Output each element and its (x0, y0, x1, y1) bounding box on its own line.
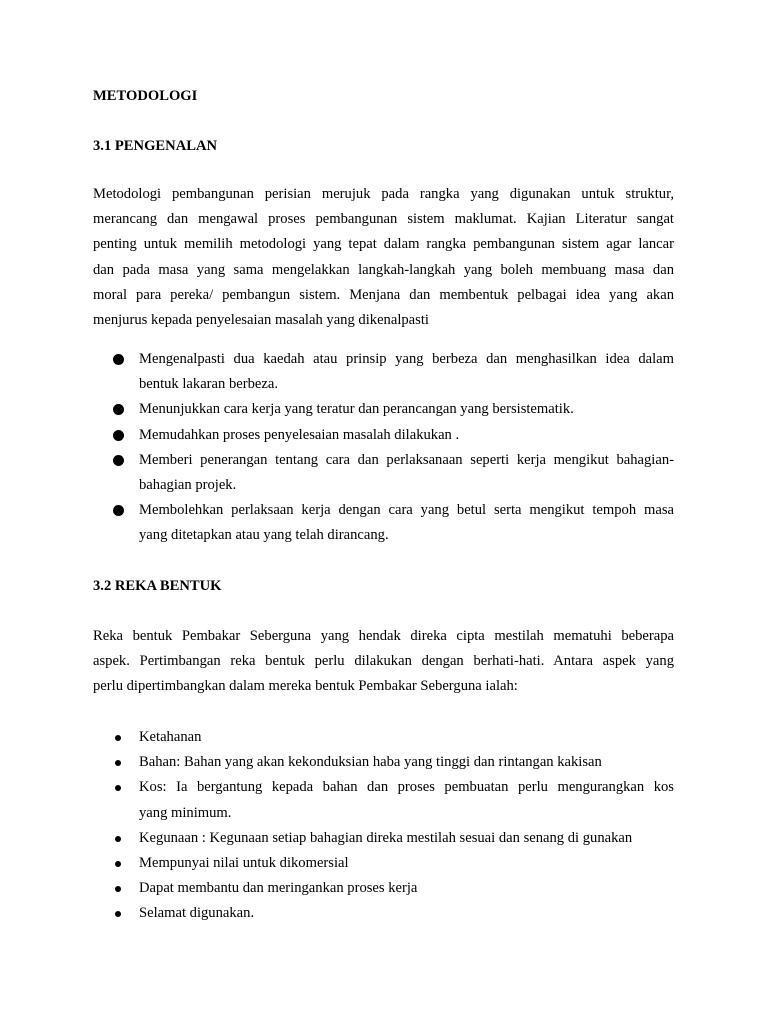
list-item (93, 851, 674, 876)
bullet-icon (115, 911, 121, 917)
list-item-line: Memberi penerangan tentang cara dan perlaksanaan seperti kerja mengikut bahagian- (139, 451, 674, 468)
list-item (93, 901, 674, 926)
list-item-line: bentuk lakaran berbeza. (139, 376, 278, 393)
list-item (93, 347, 674, 397)
section-2-paragraph (93, 624, 674, 700)
list-item-line: Memudahkan proses penyelesaian masalah dilakukan . (139, 426, 460, 443)
list-item (93, 397, 674, 422)
list-item-line: Kegunaan : Kegunaan setiap bahagian direka mestilah sesuai dan senang di gunakan (139, 829, 633, 846)
section-1-heading: 3.1 PENGENALAN (93, 138, 218, 154)
list-item-line: Mempunyai nilai untuk dikomersial (139, 854, 349, 871)
section-1-bullet-list (93, 347, 674, 549)
paragraph-line: moral para pereka/ pembangun sistem. Menjana dan membentuk pelbagai idea yang akan (93, 286, 674, 303)
list-item (93, 750, 674, 775)
bullet-icon (113, 505, 124, 516)
list-item-line: Mengenalpasti dua kaedah atau prinsip yang berbeza dan menghasilkan idea dalam (139, 351, 674, 367)
list-item-line: Bahan: Bahan yang akan kekonduksian haba yang tinggi dan rintangan kakisan (139, 754, 602, 771)
bullet-icon (113, 354, 124, 365)
list-item-line: Ketahanan (139, 729, 202, 745)
document-title: METODOLOGI (93, 88, 198, 104)
bullet-icon (113, 430, 124, 441)
list-item (93, 498, 674, 548)
list-item-line: Selamat digunakan. (139, 905, 255, 922)
bullet-icon (115, 735, 121, 741)
paragraph-line: penting untuk memilih metodologi yang tepat dalam rangka pembangunan sistem agar lancar (93, 236, 674, 253)
list-item-line: bahagian projek. (139, 476, 237, 493)
bullet-icon (115, 886, 121, 892)
list-item-line: Membolehkan perlaksaan kerja dengan cara yang betul serta mengikut tempoh masa (139, 502, 674, 519)
section-2-heading: 3.2 REKA BENTUK (93, 578, 222, 594)
bullet-icon (113, 455, 124, 466)
paragraph-line: merancang dan mengawal proses pembangunan sistem maklumat. Kajian Literatur sangat (93, 211, 674, 228)
list-item (93, 725, 674, 750)
section-1-paragraph (93, 182, 674, 333)
paragraph-line: dan pada masa yang sama mengelakkan langkah-langkah yang boleh membuang masa dan (93, 261, 674, 278)
bullet-icon (115, 760, 121, 766)
paragraph-line: menjurus kepada penyelesaian masalah yang dikenalpasti (93, 311, 429, 328)
bullet-icon (113, 404, 124, 415)
bullet-icon (115, 861, 121, 867)
list-item (93, 826, 674, 851)
list-item-line: Dapat membantu dan meringankan proses kerja (139, 880, 418, 897)
paragraph-line: perlu dipertimbangkan dalam mereka bentuk Pembakar Seberguna ialah: (93, 678, 518, 695)
bullet-icon (115, 836, 121, 842)
section-2-bullet-list (93, 725, 674, 927)
list-item-line: yang minimum. (139, 804, 232, 821)
paragraph-line: Reka bentuk Pembakar Seberguna yang hendak direka cipta mestilah mematuhi beberapa (93, 628, 674, 644)
paragraph-line: Metodologi pembangunan perisian merujuk pada rangka yang digunakan untuk struktur, (93, 186, 674, 202)
list-item (93, 876, 674, 901)
list-item-line: Menunjukkan cara kerja yang teratur dan perancangan yang bersistematik. (139, 401, 574, 418)
bullet-icon (115, 785, 121, 791)
list-item (93, 423, 674, 448)
list-item-line: Kos: Ia bergantung kepada bahan dan proses pembuatan perlu mengurangkan kos (139, 779, 674, 796)
list-item-line: yang ditetapkan atau yang telah dirancang. (139, 527, 389, 544)
paragraph-line: aspek. Pertimbangan reka bentuk perlu dilakukan dengan berhati-hati. Antara aspek yang (93, 653, 674, 670)
list-item (93, 448, 674, 498)
list-item (93, 775, 674, 825)
